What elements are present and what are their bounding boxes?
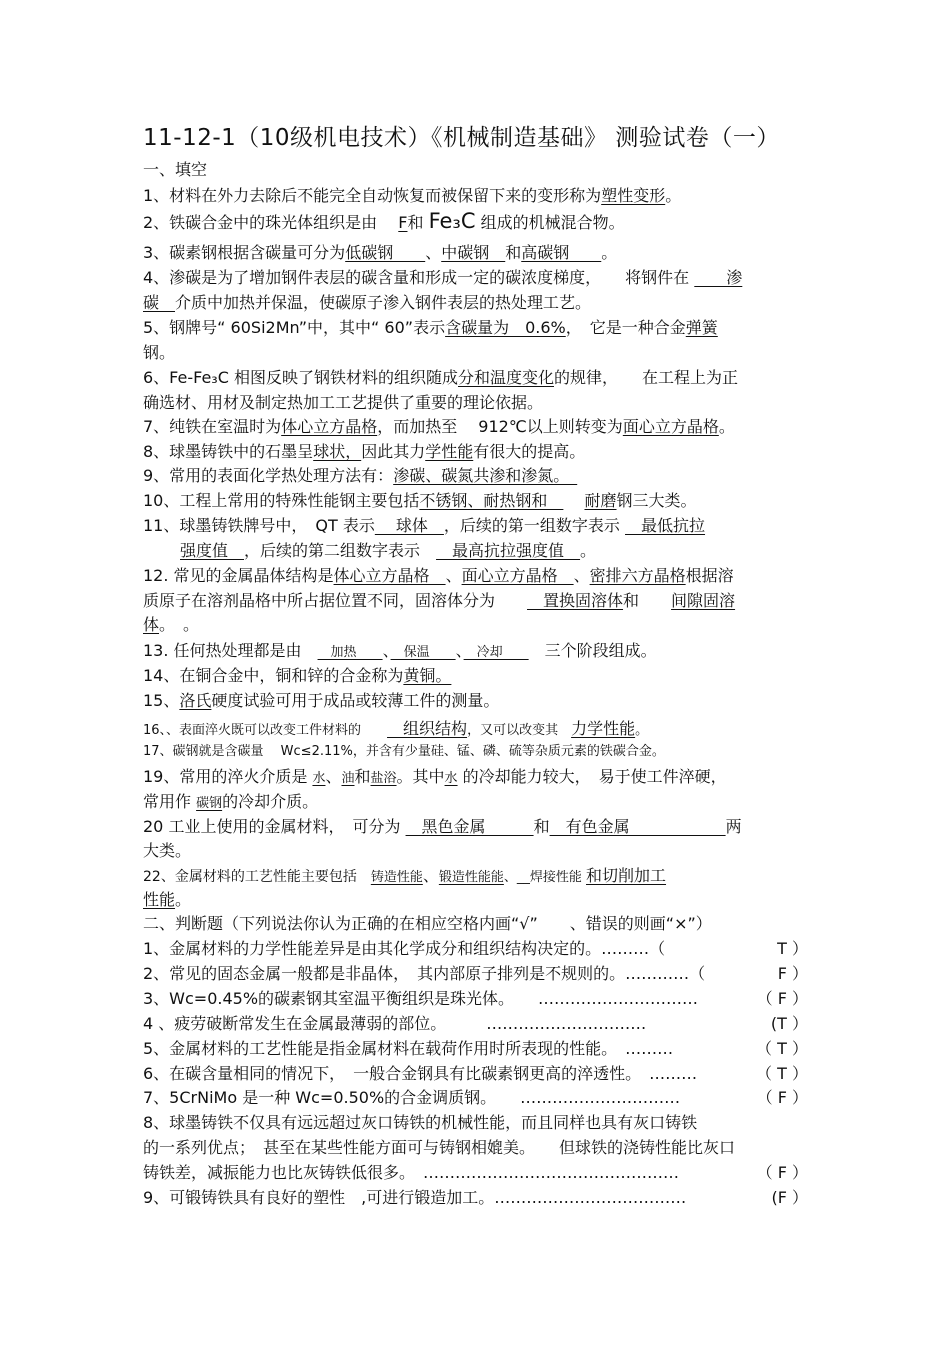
question-10: 10、工程上常用的特殊性能钢主要包括不锈钢、耐热钢和 耐磨钢三大类。 [143,491,697,510]
question-11-line-2: 强度值 ，后续的第二组数字表示 最高抗拉强度值 。 [180,541,597,560]
question-20-line-1: 20 工业上使用的金属材料， 可分为 黑色金属 和 有色金属 两 [143,817,742,836]
question-1: 1、材料在外力去除后不能完全自动恢复而被保留下来的变形称为塑性变形。 [143,186,682,205]
judge-item-8-line-3: 铸铁差，减振能力也比灰铸铁低很多。 ………………………………………… （ F ） [143,1163,808,1182]
question-13: 13. 任何热处理都是由 加热 、 保温 、 冷却 三个阶段组成。 [143,641,657,660]
judge-item: 3、Wc=0.45%的碳素钢其室温平衡组织是珠光体。 ………………………… （ F ） [143,989,808,1008]
section-fill-blank: 一、填空 [143,160,208,179]
question-4-line-2: 碳 介质中加热并保温，使碳原子渗入钢件表层的热处理工艺。 [143,293,592,312]
section-judgement: 二、判断题（下列说法你认为正确的在相应空格内画“√” 、错误的则画“×”） [143,914,712,933]
judge-item-9: 9、可锻铸铁具有良好的塑性 ,可进行锻造加工。……………………………… (F ） [143,1188,808,1207]
question-6-line-2: 确选材、用材及制定热加工工艺提供了重要的理论依据。 [143,393,544,412]
judge-item: 7、5CrNiMo 是一种 Wc=0.50%的合金调质钢。 ………………………… （ F ） [143,1088,808,1107]
question-3: 3、碳素钢根据含碳量可分为低碳钢 、中碳钢 和高碳钢 。 [143,243,618,262]
judge-item-8-line-2: 的一系列优点； 甚至在某些性能方面可与铸钢相媲美。 但球铁的浇铸性能比灰口 [143,1138,736,1157]
page-title: 11-12-1（10级机电技术）《机械制造基础》 测验试卷（一） [143,125,780,151]
question-6-line-1: 6、Fe-Fe₃C 相图反映了钢铁材料的组织随成分和温度变化的规律， 在工程上为正 [143,368,739,387]
question-2: 2、铁碳合金中的珠光体组织是由 F和 Fe₃C 组成的机械混合物。 [143,209,625,233]
question-4-line-1: 4、渗碳是为了增加钢件表层的碳含量和形成一定的碳浓度梯度， 将钢件在 渗 [143,268,743,287]
question-22-line-1: 22、金属材料的工艺性能主要包括 铸造性能、锻造性能能、__焊接性能 和切削加工 [143,866,667,885]
question-16: 16、、表面淬火既可以改变工件材料的 组织结构，又可以改变其 力学性能。 [143,719,649,738]
judge-item: 6、在碳含量相同的情况下， 一般合金钢具有比碳素钢更高的淬透性。 ……… （ T ） [143,1064,808,1083]
judge-item: 2、常见的固态金属一般都是非晶体， 其内部原子排列是不规则的。…………（ F ） [143,964,808,983]
question-8: 8、球墨铸铁中的石墨呈球状，因此其力学性能有很大的提高。 [143,442,586,461]
question-17: 17、碳钢就是含碳量 Wc≤2.11%，并含有少量硅、锰、磷、硫等杂质元素的铁碳合金。 [143,744,665,759]
question-14: 14、在铜合金中，铜和锌的合金称为黄铜。 [143,666,452,685]
question-15: 15、洛氏硬度试验可用于成品或较薄工件的测量。 [143,691,500,710]
question-12-line-1: 12. 常见的金属晶体结构是体心立方晶格 、面心立方晶格 、密排六方晶格根据溶 [143,566,734,585]
judge-item: 4 、疲劳破断常发生在金属最薄弱的部位。 ………………………… (T ） [143,1014,808,1033]
question-9: 9、常用的表面化学热处理方法有：渗碳、碳氮共渗和渗氮。 [143,466,578,485]
question-19-line-1: 19、常用的淬火介质是 水、油和盐浴。其中水 的冷却能力较大， 易于使工件淬硬， [143,767,727,786]
question-19-line-2: 常用作 碳钢的冷却介质。 [143,792,319,811]
judge-item-8-line-1: 8、球墨铸铁不仅具有远远超过灰口铸铁的机械性能，而且同样也具有灰口铸铁 [143,1113,698,1132]
question-12-line-2: 质原子在溶剂晶格中所占据位置不同，固溶体分为 置换固溶体和 间隙固溶 [143,591,736,610]
question-11-line-1: 11、球墨铸铁牌号中， QT 表示 球体 ，后续的第一组数字表示 最低抗拉 [143,516,706,535]
question-22-line-2: 性能。 [143,890,192,909]
question-5-line-1: 5、钢牌号“ 60Si2Mn”中，其中“ 60”表示含碳量为 0.6%， 它是一种合金弹簧 [143,318,718,337]
question-5-line-2: 钢。 [143,343,176,362]
judge-item: 1、金属材料的力学性能差异是由其化学成分和组织结构决定的。………（ T ） [143,939,808,958]
question-20-line-2: 大类。 [143,841,192,860]
question-12-line-3: 体。 。 [143,615,200,634]
judge-item: 5、金属材料的工艺性能是指金属材料在载荷作用时所表现的性能。 ……… （ T ） [143,1039,808,1058]
question-7: 7、纯铁在室温时为体心立方晶格，而加热至 912℃以上则转变为面心立方晶格。 [143,417,735,436]
